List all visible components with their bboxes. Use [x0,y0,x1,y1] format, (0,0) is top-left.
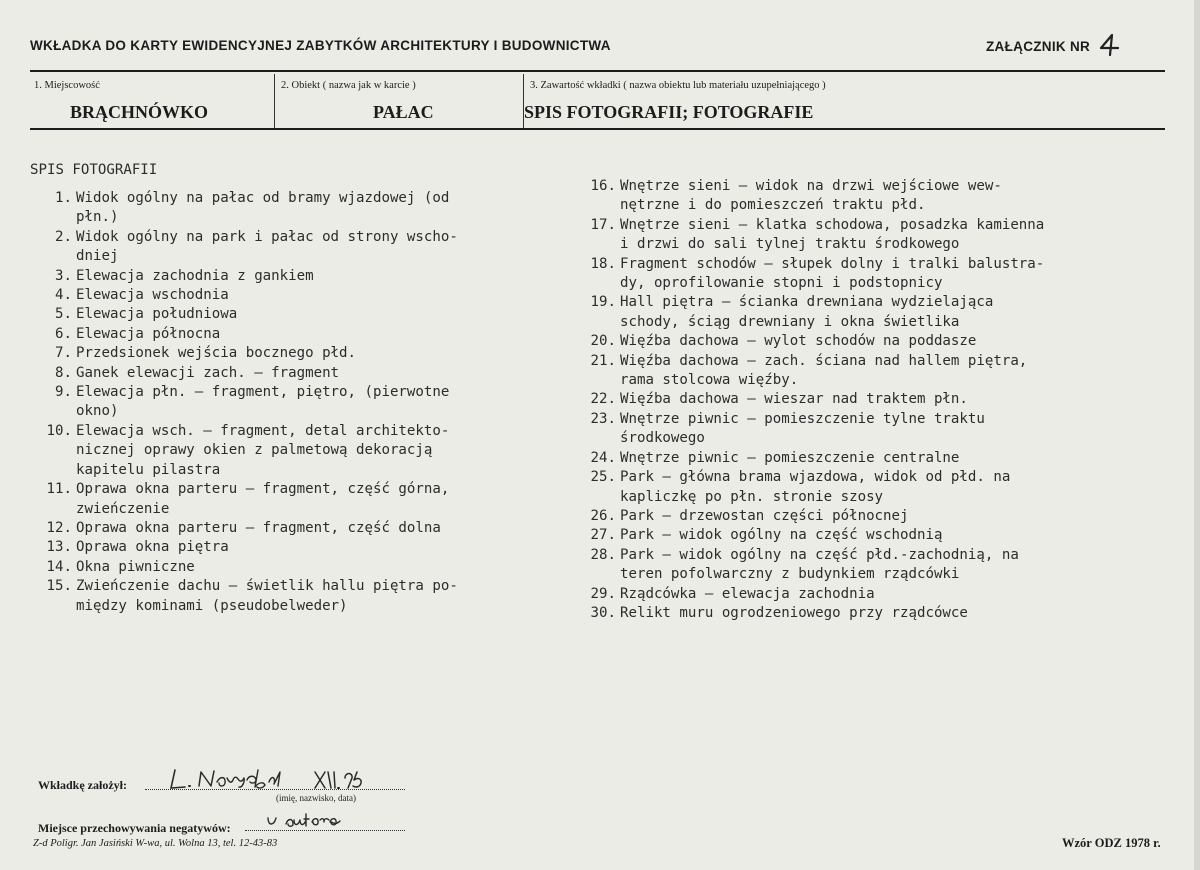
photo-number: 12. [46,519,72,536]
photo-number: 6. [55,325,72,342]
photo-list-item [580,255,1100,294]
photo-description: Rządcówka – elewacja zachodnia [620,585,875,602]
photo-number: 22. [590,391,616,408]
locality-value: BRĄCHNÓWKO [70,102,209,122]
photo-list-item [30,364,530,383]
photo-description: Więźba dachowa – zach. ściana nad hallem piętra, rama stolcowa więźby. [620,352,1028,389]
photo-description: Elewacja północna [76,325,221,342]
field-divider [274,74,275,130]
photo-number: 20. [590,333,616,350]
header-bottom-rule [30,128,1165,130]
photo-number: 30. [590,604,616,621]
photo-list-heading: SPIS FOTOGRAFII [30,162,158,178]
photo-description: Widok ogólny na pałac od bramy wjazdowej (od płn.) [76,190,450,226]
photo-number: 27. [590,527,616,544]
photo-description: Oprawa okna piętra [76,539,229,556]
photo-number: 23. [590,410,616,427]
photo-description: Więźba dachowa – wieszar nad traktem płn. [620,391,968,408]
photo-number: 25. [590,469,616,486]
photo-list-item [30,344,530,363]
photo-description: Widok ogólny na park i pałac od strony wscho- dniej [76,228,458,265]
photo-description: Hall piętra – ścianka drewniana wydzielająca schody, ściąg drewniany i okna świetlika [620,294,994,330]
photo-description: Przedsionek wejścia bocznego płd. [76,345,357,362]
photo-list-item [30,325,530,344]
photo-list-item [580,352,1100,391]
photo-description: Wnętrze piwnic – pomieszczenie tylne traktu środkowego [620,410,985,447]
photo-number: 5. [55,306,72,323]
photo-list-item [30,422,530,480]
photo-number: 11. [46,481,72,498]
photo-number: 13. [46,539,72,556]
photo-description: Ganek elewacji zach. – fragment [76,364,340,381]
locality-label: 1. Miejscowość [34,80,100,91]
photo-number: 3. [55,267,72,284]
created-by-hint: (imię, nazwisko, data) [276,793,356,803]
photo-description: Wnętrze sieni – widok na drzwi wejściowe wew- nętrzne i do pomieszczeń traktu płd. [620,178,1002,214]
annex-label: ZAŁĄCZNIK NR [986,39,1091,54]
photo-number: 29. [590,585,616,602]
photo-number: 16. [590,178,616,194]
photo-list-item [580,604,1100,623]
handwritten-author-signature [165,764,375,794]
photo-list-item [580,449,1100,468]
photo-list-item [580,293,1100,332]
photo-number: 4. [55,287,72,304]
created-by-label: Wkładkę założył: [38,778,127,792]
photo-description: Elewacja zachodnia z gankiem [76,267,314,284]
photo-description: Oprawa okna parteru – fragment, część dolna [76,519,441,536]
photo-list-item [30,577,530,616]
photo-description: Okna piwniczne [76,558,195,575]
photo-number: 18. [590,255,616,272]
photo-list-right [580,177,1100,623]
photo-list-item [30,189,530,228]
photo-list-item [580,546,1100,585]
photo-list-item [580,468,1100,507]
annex-number [986,33,1120,60]
photo-list-item [580,410,1100,449]
photo-number: 7. [55,345,72,362]
contents-value: SPIS FOTOGRAFII; FOTOGRAFIE [524,102,814,122]
photo-number: 1. [55,190,72,206]
photo-list-item [30,383,530,422]
photo-number: 14. [46,558,72,575]
object-value: PAŁAC [373,102,434,122]
photo-number: 24. [590,449,616,466]
contents-label: 3. Zawartość wkładki ( nazwa obiektu lub materiału uzupełniającego ) [530,80,826,91]
photo-number: 21. [590,352,616,369]
photo-description: Oprawa okna parteru – fragment, część górna, zwieńczenie [76,481,450,517]
photo-description: Zwieńczenie dachu – świetlik hallu piętra po- między kominami (pseudobelweder) [76,578,458,614]
photo-list-item [580,507,1100,526]
photo-description: Fragment schodów – słupek dolny i tralki balustra- dy, oprofilowanie stopni i podstopnicy [620,255,1045,292]
photo-description: Elewacja płn. – fragment, piętro, (pierwotne okno) [76,384,450,420]
photo-list-item [30,267,530,286]
photo-number: 26. [590,507,616,524]
header-top-rule [30,70,1165,72]
object-label: 2. Obiekt ( nazwa jak w karcie ) [281,80,416,91]
photo-number: 2. [55,228,72,245]
photo-list-item [30,519,530,538]
photo-description: Wnętrze piwnic – pomieszczenie centralne [620,449,960,466]
form-title: WKŁADKA DO KARTY EWIDENCYJNEJ ZABYTKÓW ARCHITEKTURY I BUDOWNICTWA [30,38,611,53]
photo-description: Elewacja południowa [76,306,238,323]
photo-number: 15. [46,578,72,595]
photo-list-item [580,390,1100,409]
photo-list-item [30,538,530,557]
negatives-location-label: Miejsce przechowywania negatywów: [38,821,231,835]
photo-number: 17. [590,216,616,233]
photo-list-item [30,480,530,519]
photo-description: Relikt muru ogrodzeniowego przy rządcówce [620,604,968,621]
handwritten-annex-number [1098,33,1120,60]
scan-edge [1194,0,1200,870]
photo-list-item [30,286,530,305]
photo-list-item [30,558,530,577]
photo-list-item [580,332,1100,351]
photo-number: 10. [46,422,72,439]
printer-imprint: Z-d Poligr. Jan Jasiński W-wa, ul. Wolna 13, tel. 12-43-83 [33,838,278,849]
photo-list-left [30,189,530,616]
photo-list-item [580,526,1100,545]
photo-description: Elewacja wsch. – fragment, detal architekto- nicznej oprawy okien z palmetową dekoracją kapitelu pilastra [76,422,450,478]
photo-number: 8. [55,364,72,381]
photo-list-item [580,216,1100,255]
photo-description: Park – drzewostan części północnej [620,507,909,524]
form-model: Wzór ODZ 1978 r. [1062,836,1161,850]
handwritten-negatives-location [262,810,372,832]
photo-description: Park – widok ogólny na część wschodnią [620,527,943,544]
handwritten-four-mark [1098,33,1120,57]
photo-description: Elewacja wschodnia [76,287,229,304]
photo-number: 28. [590,546,616,563]
photo-description: Wnętrze sieni – klatka schodowa, posadzka kamienna i drzwi do sali tylnej traktu środkowego [620,216,1045,253]
photo-description: Więźba dachowa – wylot schodów na poddasze [620,333,977,350]
photo-list-item [580,585,1100,604]
photo-list-item [580,177,1100,216]
photo-list-item [30,305,530,324]
photo-number: 9. [55,384,72,401]
photo-number: 19. [590,294,616,311]
photo-list-item [30,228,530,267]
photo-description: Park – główna brama wjazdowa, widok od płd. na kapliczkę po płn. stronie szosy [620,469,1011,505]
photo-description: Park – widok ogólny na część płd.-zachodnią, na teren pofolwarczny z budynkiem rządcówki [620,546,1019,583]
